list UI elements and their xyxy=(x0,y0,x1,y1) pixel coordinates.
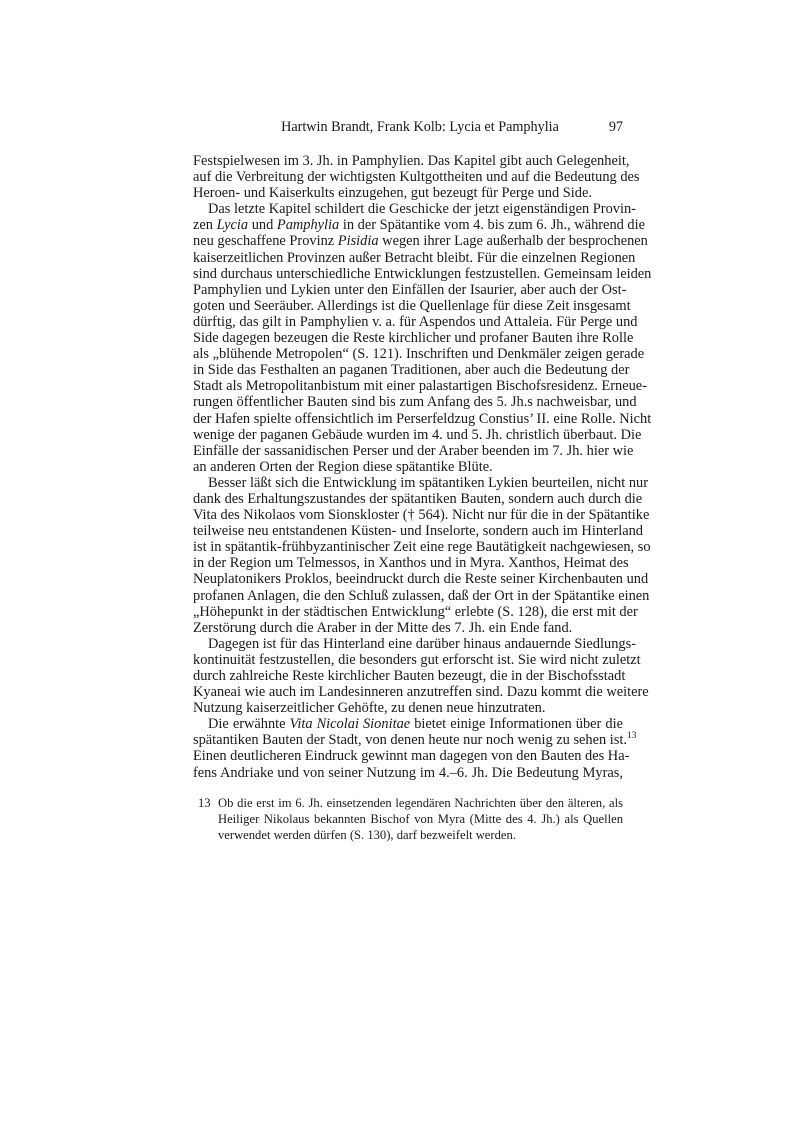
text-run: und xyxy=(248,217,277,234)
text-run: goten und Seeräuber. Allerdings ist die Quellenlage für diese Zeit insgesamt xyxy=(193,297,631,314)
text-run: spätantiken Bauten der Stadt, von denen heute nur noch wenig zu sehen ist. xyxy=(193,732,628,749)
text-run: teilweise neu entstandenen Küsten- und Inselorte, sondern auch im Hinterland xyxy=(193,523,643,540)
text-line xyxy=(193,731,637,749)
text-line xyxy=(193,490,643,507)
text-line xyxy=(193,153,630,169)
text-line xyxy=(193,265,652,282)
text-run: Besser läßt sich die Entwicklung im spätantiken Lykien beurteilen, nicht nur xyxy=(208,474,649,491)
text-run: ist in spätantik-frühbyzantinischer Zeit eine rege Bautätigkeit nachgewiesen, so xyxy=(193,539,651,556)
text-run: dank des Erhaltungszustandes der spätantiken Bauten, sondern auch durch die xyxy=(193,490,643,507)
text-run: der Hafen spielte offensichtlich im Perserfeldzug Constius’ II. eine Rolle. Nicht xyxy=(193,410,652,427)
running-header xyxy=(193,119,623,137)
text-run: Dagegen ist für das Hinterland eine darüber hinaus andauernde Siedlungs- xyxy=(208,635,636,652)
text-run: fens Andriake und von seiner Nutzung im 4.–6. Jh. Die Bedeutung Myras, xyxy=(193,764,623,781)
text-run: neu geschaffene Provinz xyxy=(193,233,338,250)
text-run: an anderen Orten der Region diese spätantike Blüte. xyxy=(193,458,493,475)
text-line xyxy=(193,571,649,588)
text-line xyxy=(193,394,637,411)
text-line xyxy=(193,217,646,234)
text-run: Einfälle der sassanidischen Perser und der Araber beenden im 7. Jh. hier wie xyxy=(193,442,634,459)
text-line xyxy=(193,523,643,540)
footnote-number: 13 xyxy=(198,796,211,810)
text-run: Kyaneai wie auch im Landesinneren anzutreffen sind. Dazu kommt die weitere xyxy=(193,684,649,701)
text-run: Vita des Nikolaos vom Sionskloster († 564). Nicht nur für die in der Spätantike xyxy=(193,507,650,524)
paragraph xyxy=(193,153,640,202)
text-run: Das letzte Kapitel schildert die Geschicke der jetzt eigenständigen Provin- xyxy=(208,201,636,218)
text-run: in der Region um Telmessos, in Xanthos und in Myra. Xanthos, Heimat des xyxy=(193,555,629,572)
footnote-line: Heiliger Nikolaus bekannten Bischof von Myra (Mitte des 4. Jh.) als Quellen xyxy=(218,812,623,826)
text-line xyxy=(193,378,647,395)
text-line xyxy=(193,330,634,347)
body-text xyxy=(193,153,652,781)
text-run: wegen ihrer Lage außerhalb der besprochenen xyxy=(378,233,648,250)
text-line xyxy=(193,507,650,524)
text-run: Stadt als Metropolitanbistum mit einer palastartigen Bischofsresidenz. Erneue- xyxy=(193,378,647,395)
text-line xyxy=(193,716,623,732)
footnotes xyxy=(193,795,623,843)
paragraph xyxy=(193,474,651,636)
text-line xyxy=(193,587,650,604)
text-run: bietet einige Informationen über die xyxy=(410,716,623,733)
text-line xyxy=(193,362,630,379)
text-line xyxy=(193,684,649,701)
text-run: sind durchaus unterschiedliche Entwicklungen festzustellen. Gemeinsam leiden xyxy=(193,265,652,282)
text-line xyxy=(193,459,623,475)
text-line xyxy=(193,426,642,443)
text-line xyxy=(193,539,651,556)
text-run: Die erwähnte xyxy=(208,716,290,733)
text-run: in Side das Festhalten an paganen Traditionen, aber auch die Bedeutung der xyxy=(193,362,630,379)
text-run: Nutzung kaiserzeitlicher Gehöfte, zu denen neue hinzutraten. xyxy=(193,700,546,717)
text-line xyxy=(193,474,649,491)
text-run: Pamphylien und Lykien unter den Einfällen der Isaurier, aber auch der Ost- xyxy=(193,281,627,298)
text-run: Neuplatonikers Proklos, beeindruckt durch die Reste seiner Kirchenbauten und xyxy=(193,571,649,588)
text-line xyxy=(193,281,627,298)
italic-text: Vita Nicolai Sionitae xyxy=(289,716,411,733)
text-run: als „blühende Metropolen“ (S. 121). Inschriften und Denkmäler zeigen gerade xyxy=(193,346,645,363)
italic-text: Pamphylia xyxy=(276,217,340,234)
text-line xyxy=(193,651,641,668)
page-number: 97 xyxy=(608,119,623,135)
text-line xyxy=(193,410,652,427)
text-run: profanen Anlagen, die den Schluß zulassen, daß der Ort in der Spätantike einen xyxy=(193,587,650,604)
text-run: in der Spätantike vom 4. bis zum 6. Jh., während die xyxy=(339,217,646,234)
text-run: Heroen- und Kaiserkults einzugehen, gut bezeugt für Perge und Side. xyxy=(193,185,592,202)
paragraph xyxy=(193,716,637,781)
text-run: zen xyxy=(193,217,217,234)
text-run: dürftig, das gilt in Pamphylien v. a. für Aspendos und Attaleia. Für Perge und xyxy=(193,313,638,330)
footnote-line: Ob die erst im 6. Jh. einsetzenden legendären Nachrichten über den älteren, als xyxy=(218,796,623,810)
text-line xyxy=(193,313,638,330)
text-run: kaiserzeitlichen Provinzen außer Betracht bleibt. Für die einzelnen Regionen xyxy=(193,249,636,266)
text-line xyxy=(193,555,629,572)
text-line xyxy=(193,620,623,636)
text-line xyxy=(193,765,623,781)
text-line xyxy=(193,185,623,201)
text-line xyxy=(193,603,638,620)
text-run: Zerstörung durch die Araber in der Mitte des 7. Jh. ein Ende fand. xyxy=(193,619,573,636)
running-title: Hartwin Brandt, Frank Kolb: Lycia et Pamphylia xyxy=(281,119,559,135)
text-line xyxy=(193,169,640,186)
text-run: kontinuität festzustellen, die besonders gut erforscht ist. Sie wird nicht zuletzt xyxy=(193,651,641,668)
paragraph xyxy=(193,635,649,717)
text-line xyxy=(193,668,626,684)
text-line xyxy=(193,442,634,459)
text-line xyxy=(193,249,636,266)
text-run: rungen öffentlicher Bauten sind bis zum Anfang des 5. Jh.s nachweisbar, und xyxy=(193,394,637,411)
text-run: auf die Verbreitung der wichtigsten Kultgottheiten und auf die Bedeutung des xyxy=(193,169,640,186)
footnote-ref: 13 xyxy=(627,731,637,742)
italic-text: Lycia xyxy=(216,217,249,234)
text-line xyxy=(193,700,623,716)
text-run: durch zahlreiche Reste kirchlicher Bauten bezeugt, die in der Bischofsstadt xyxy=(193,668,626,684)
footnote xyxy=(193,795,623,843)
footnote-line: verwendet werden dürfen (S. 130), darf bezweifelt werden. xyxy=(218,828,516,842)
text-line xyxy=(193,201,636,218)
italic-text: Pisidia xyxy=(337,233,379,250)
text-run: Festspielwesen im 3. Jh. in Pamphylien. Das Kapitel gibt auch Gelegenheit, xyxy=(193,153,630,169)
text-line xyxy=(193,346,645,363)
text-run: Side dagegen bezeugen die Reste kirchlicher und profaner Bauten ihre Rolle xyxy=(193,330,634,347)
text-run: Einen deutlicheren Eindruck gewinnt man dagegen von den Bauten des Ha- xyxy=(193,748,630,765)
text-run: wenige der paganen Gebäude wurden im 4. und 5. Jh. christlich überbaut. Die xyxy=(193,426,642,443)
text-line xyxy=(193,297,631,314)
paragraph xyxy=(193,201,652,475)
text-run: „Höhepunkt in der städtischen Entwicklung“ erlebte (S. 128), die erst mit der xyxy=(193,603,638,620)
text-line xyxy=(193,748,630,765)
text-line xyxy=(193,635,636,652)
text-line xyxy=(193,233,648,250)
